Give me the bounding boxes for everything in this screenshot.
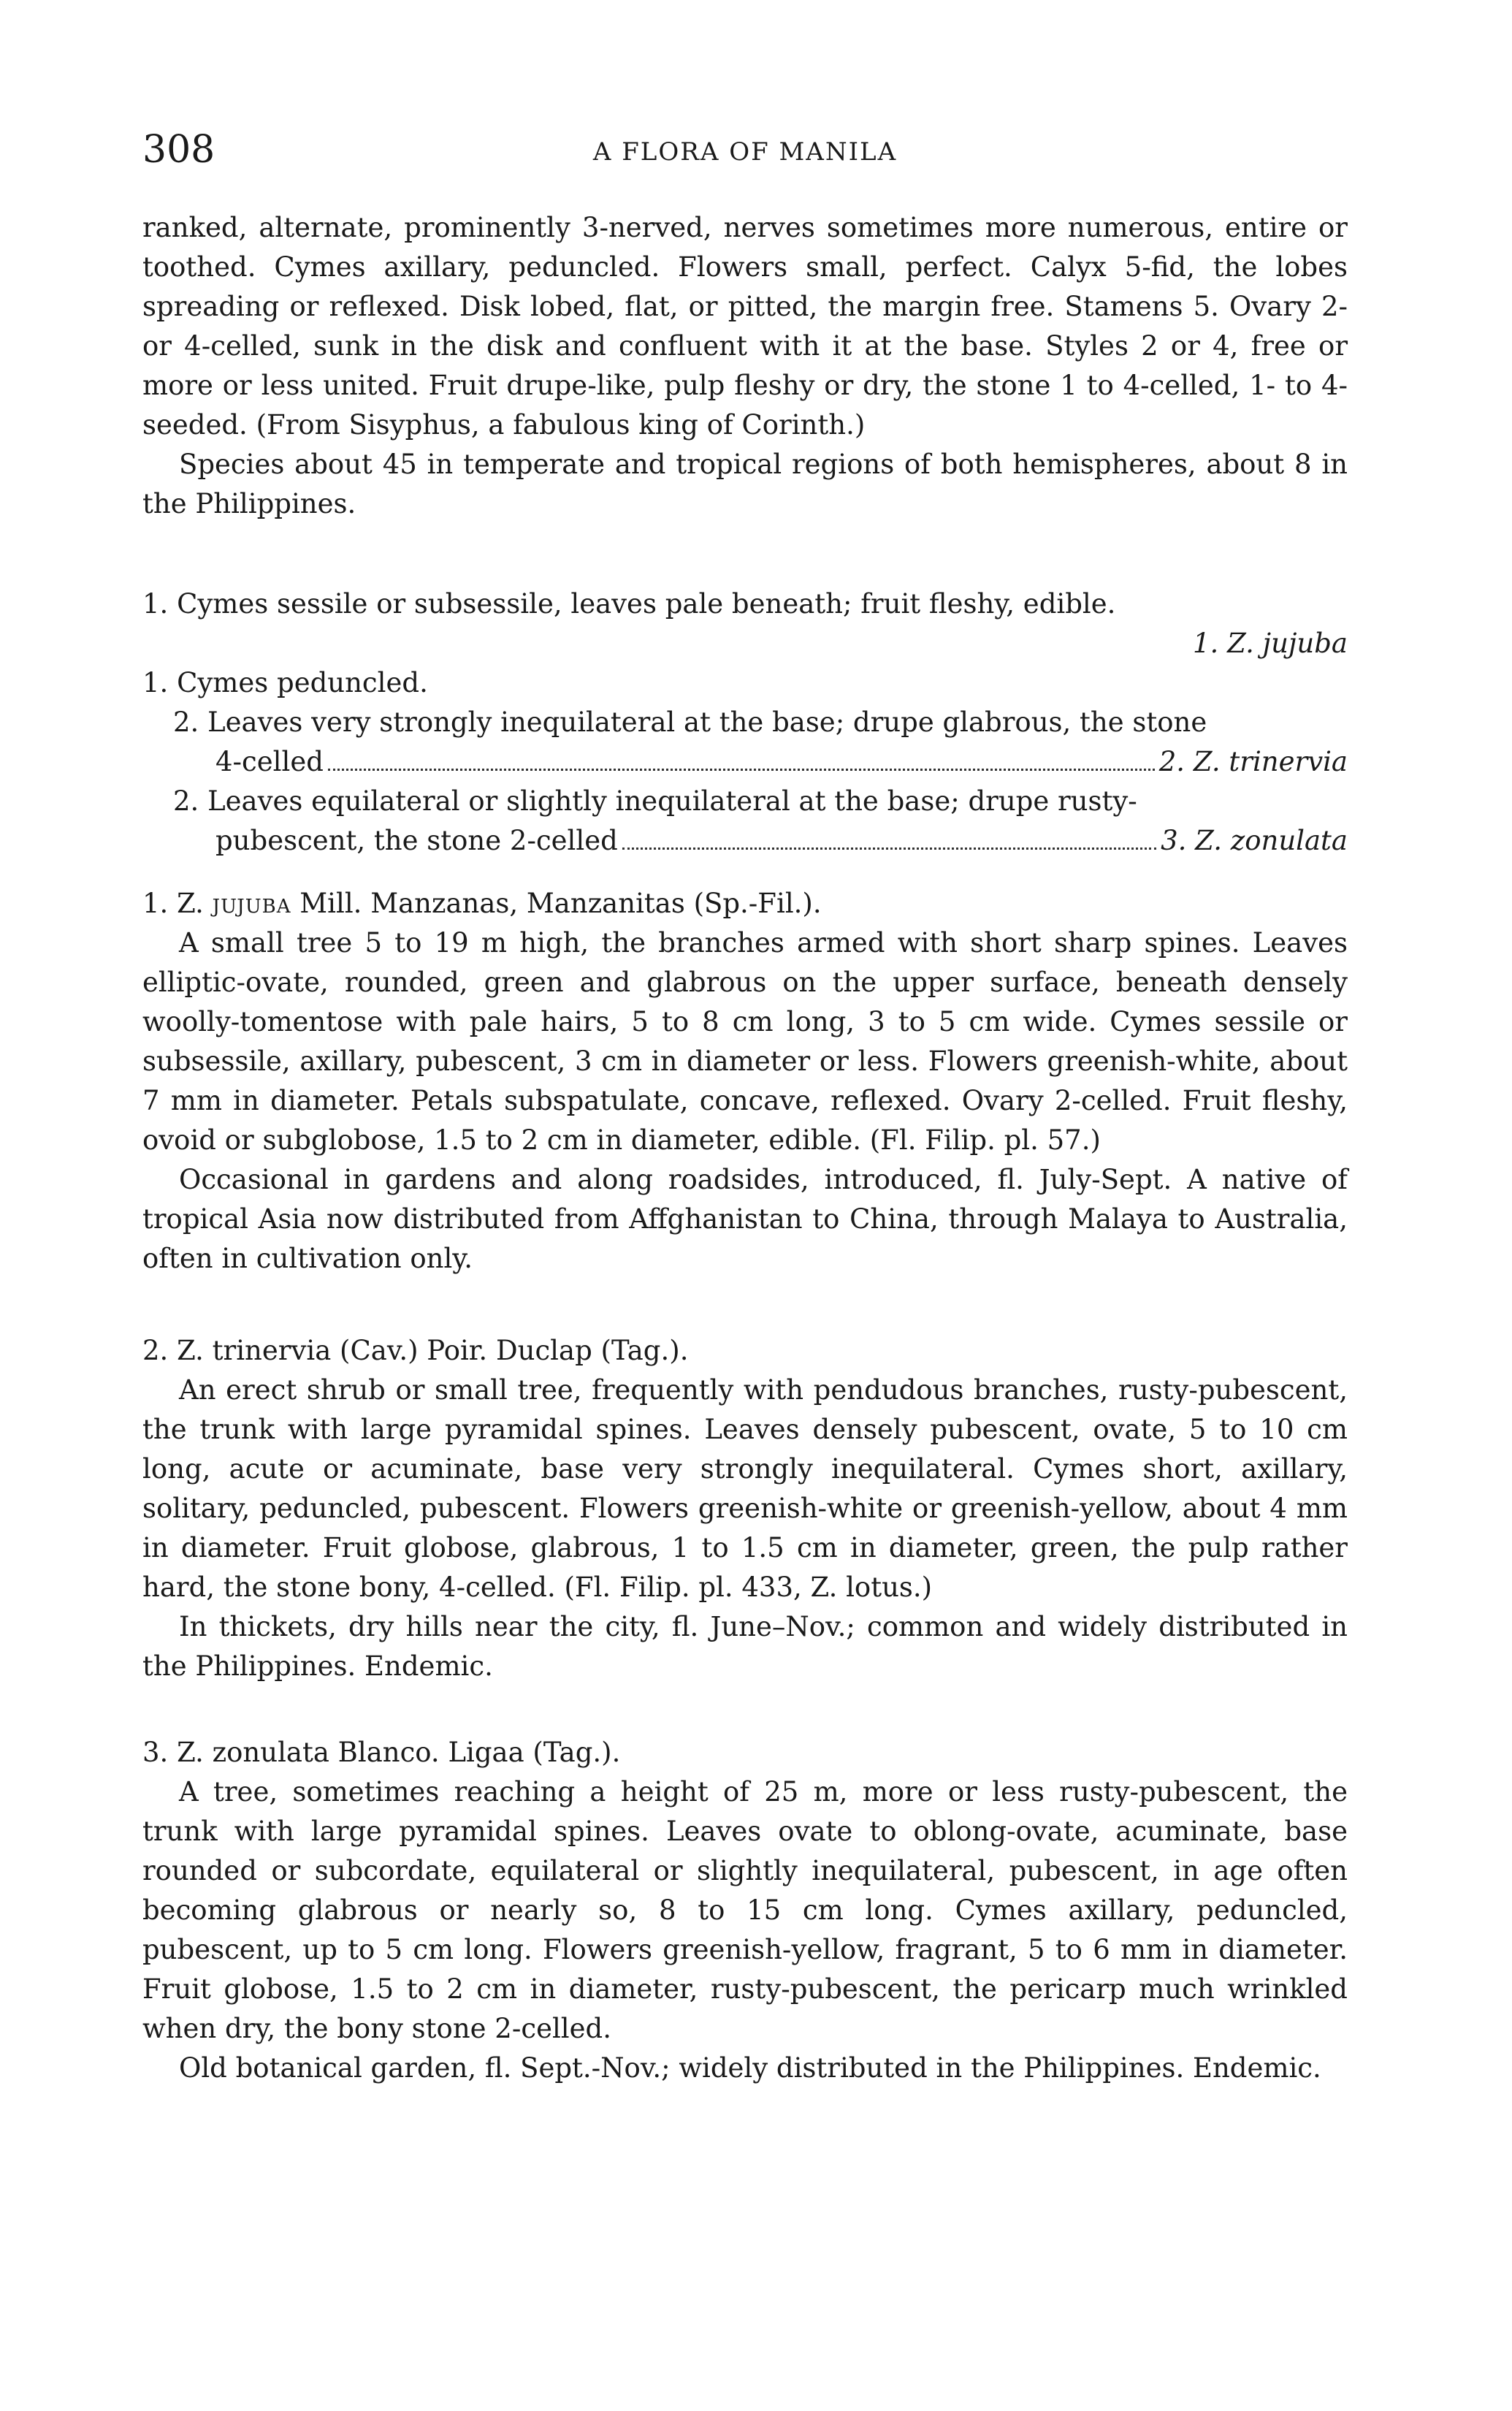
species-epithet: jujuba [212,888,291,919]
species-epithet: trinervia [212,1335,332,1366]
species-number: 2. Z. [142,1335,204,1366]
species-entry-1 [142,884,1348,1279]
key-lead-2a: 2. Leaves very strongly inequilateral at the base; drupe glabrous, the stone [173,706,1207,738]
species-number: 3. Z. [142,1737,204,1768]
key-lead-1b: 1. Cymes peduncled. [142,667,428,698]
key-lead-2b-cont-text: pubescent, the stone 2-celled [215,825,618,856]
species-entry-3 [142,1733,1348,2088]
species-habitat: Occasional in gardens and along roadsides, introduced, fl. July-Sept. A native of tropical Asia now distributed from Affghanistan to China, through Malaya to Australia, often in cultivation only. [142,1164,1348,1274]
genus-description: ranked, alternate, prominently 3-nerved, nerves sometimes more numerous, entire or toothed. Cymes axillary, peduncled. Flowers small, perfect. Calyx 5-fid, the lobes spreading or reflexed. Disk lobed, flat, or pitted, the margin free. Stamens 5. Ovary 2- or 4-celled, sunk in the disk and confluent with it at the base. Styles 2 or 4, free or more or less united. Fruit drupe-like, pulp fleshy or dry, the stone 1 to 4-celled, 1- to 4-seeded. (From Sisyphus, a fabulous king of Corinth.) [142,212,1348,441]
species-entry-2 [142,1331,1348,1686]
species-habitat: Old botanical garden, fl. Sept.-Nov.; widely distributed in the Philippines. Endemic. [179,2052,1321,2084]
page-header [142,124,1348,175]
leader-dots [328,769,1155,771]
species-count-note: Species about 45 in temperate and tropical regions of both hemispheres, about 8 in the Philippines. [142,449,1348,519]
species-authority: Mill. Manzanas, Manzanitas (Sp.-Fil.). [299,888,822,919]
species-description: A tree, sometimes reaching a height of 25 m, more or less rusty-pubescent, the trunk with large pyramidal spines. Leaves ovate to oblong-ovate, acuminate, base rounded or subcordate, equilateral or slightly inequilateral, pubescent, in age often becoming glabrous or nearly so, 8 to 15 cm long. Cymes axillary, peduncled, pubescent, up to 5 cm long. Flowers greenish-yellow, fragrant, 5 to 6 mm in diameter. Fruit globose, 1.5 to 2 cm in diameter, rusty-pubescent, the pericarp much wrinkled when dry, the bony stone 2-celled. [142,1776,1348,2044]
page-number: 308 [142,128,215,172]
species-heading [142,1733,1348,1772]
key-lead-1a-result: 1. Z. jujuba [1193,628,1348,659]
species-description: An erect shrub or small tree, frequently with pendudous branches, rusty-pubescent, the trunk with large pyramidal spines. Leaves densely pubescent, ovate, 5 to 10 cm long, acute or acuminate, base very strongly inequilateral. Cymes short, axillary, solitary, peduncled, pubescent. Flowers greenish-white or greenish-yellow, about 4 mm in diameter. Fruit globose, glabrous, 1 to 1.5 cm in diameter, green, the pulp rather hard, the stone bony, 4-celled. (Fl. Filip. pl. 433, Z. lotus.) [142,1374,1348,1603]
genus-intro [142,208,1348,524]
species-heading [142,1331,1348,1371]
key-lead-1a: 1. Cymes sessile or subsessile, leaves pale beneath; fruit fleshy, edible. [142,588,1116,620]
leader-dots [622,848,1156,850]
key-lead-2a-result: 2. Z. trinervia [1158,746,1348,777]
species-authority: (Cav.) Poir. Duclap (Tag.). [340,1335,689,1366]
species-description: A small tree 5 to 19 m high, the branches armed with short sharp spines. Leaves elliptic-ovate, rounded, green and glabrous on the upper surface, beneath densely woolly-tomentose with pale hairs, 5 to 8 cm long, 3 to 5 cm wide. Cymes sessile or subsessile, axillary, pubescent, 3 cm in diameter or less. Flowers greenish-white, about 7 mm in diameter. Petals subspatulate, concave, reflexed. Ovary 2-celled. Fruit fleshy, ovoid or subglobose, 1.5 to 2 cm in diameter, edible. (Fl. Filip. pl. 57.) [142,927,1348,1156]
species-habitat: In thickets, dry hills near the city, fl. June–Nov.; common and widely distributed in the Philippines. Endemic. [142,1611,1348,1682]
key-lead-2b-continuation [142,821,1348,861]
species-key [142,584,1348,861]
running-head: A FLORA OF MANILA [592,137,898,167]
species-number: 1. Z. [142,888,204,919]
key-lead-2a-cont-text: 4-celled [215,746,324,777]
key-lead-2a-continuation [142,742,1348,782]
species-authority: Blanco. Ligaa (Tag.). [337,1737,621,1768]
species-heading [142,884,1348,923]
key-lead-2b-result: 3. Z. zonulata [1161,825,1348,856]
key-lead-2b: 2. Leaves equilateral or slightly inequilateral at the base; drupe rusty- [173,785,1137,817]
species-epithet: zonulata [212,1737,329,1768]
